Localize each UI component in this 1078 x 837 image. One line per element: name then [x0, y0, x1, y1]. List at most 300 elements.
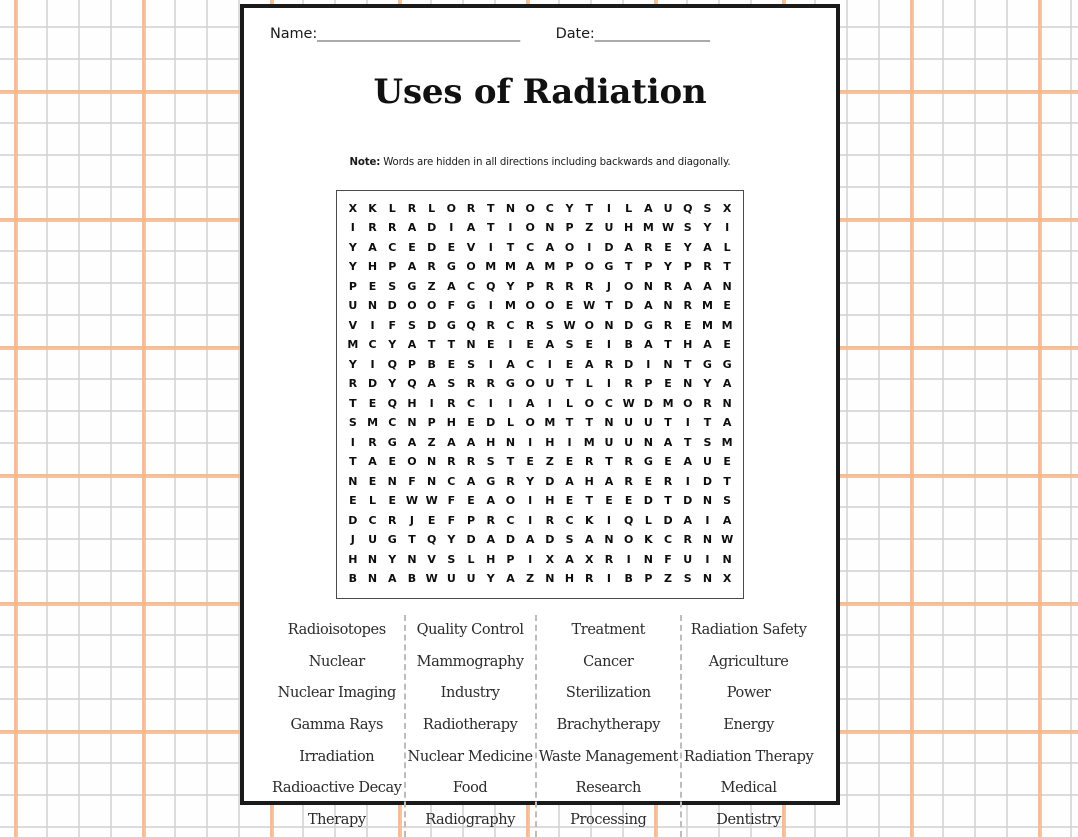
- grid-cell[interactable]: P: [506, 552, 515, 566]
- grid-cell[interactable]: W: [661, 221, 675, 235]
- grid-cell[interactable]: E: [565, 455, 574, 469]
- grid-cell[interactable]: I: [528, 513, 533, 527]
- grid-cell[interactable]: I: [606, 338, 611, 352]
- grid-cell[interactable]: A: [722, 416, 732, 430]
- word-search-grid[interactable]: [343, 199, 737, 589]
- grid-cell[interactable]: I: [350, 435, 355, 449]
- grid-cell[interactable]: R: [703, 396, 712, 410]
- grid-cell[interactable]: D: [387, 299, 397, 313]
- grid-cell[interactable]: A: [486, 533, 495, 547]
- grid-cell[interactable]: R: [447, 396, 456, 410]
- grid-cell[interactable]: A: [407, 338, 417, 352]
- grid-cell[interactable]: I: [606, 572, 611, 586]
- grid-cell[interactable]: T: [683, 357, 692, 371]
- grid-cell[interactable]: N: [407, 416, 417, 430]
- grid-cell[interactable]: M: [662, 396, 674, 410]
- grid-cell[interactable]: Y: [388, 377, 397, 391]
- grid-cell[interactable]: G: [446, 260, 456, 274]
- grid-cell[interactable]: Y: [664, 260, 673, 274]
- grid-cell[interactable]: R: [506, 474, 515, 488]
- grid-cell[interactable]: L: [625, 201, 633, 215]
- date-field[interactable]: [556, 26, 710, 42]
- grid-cell[interactable]: R: [525, 318, 535, 332]
- grid-cell[interactable]: T: [683, 435, 692, 449]
- grid-cell[interactable]: E: [605, 494, 613, 508]
- grid-cell[interactable]: P: [644, 260, 653, 274]
- grid-cell[interactable]: R: [368, 435, 377, 449]
- grid-cell[interactable]: O: [407, 455, 417, 469]
- grid-cell[interactable]: O: [525, 377, 535, 391]
- grid-cell[interactable]: E: [565, 357, 574, 371]
- grid-cell[interactable]: A: [466, 474, 476, 488]
- grid-cell[interactable]: I: [350, 221, 355, 235]
- grid-cell[interactable]: S: [565, 533, 574, 547]
- date-input-rule[interactable]: _________________: [594, 26, 710, 42]
- grid-cell[interactable]: N: [643, 279, 653, 293]
- grid-cell[interactable]: A: [703, 338, 712, 352]
- grid-cell[interactable]: D: [545, 533, 555, 547]
- grid-cell[interactable]: H: [446, 416, 456, 430]
- grid-cell[interactable]: N: [367, 572, 378, 586]
- grid-cell[interactable]: O: [525, 201, 535, 215]
- word-list-item[interactable]: Research: [575, 780, 641, 797]
- grid-cell[interactable]: G: [466, 299, 476, 313]
- name-input-rule[interactable]: ______________________________: [317, 26, 520, 42]
- grid-cell[interactable]: R: [663, 279, 673, 293]
- grid-cell[interactable]: D: [427, 221, 437, 235]
- grid-cell[interactable]: I: [705, 552, 710, 566]
- grid-cell[interactable]: P: [427, 416, 436, 430]
- grid-cell[interactable]: T: [486, 201, 495, 215]
- grid-cell[interactable]: X: [585, 552, 594, 566]
- grid-cell[interactable]: H: [683, 338, 693, 352]
- grid-cell[interactable]: M: [721, 435, 733, 449]
- grid-cell[interactable]: W: [563, 318, 576, 332]
- grid-cell[interactable]: O: [426, 299, 437, 313]
- grid-cell[interactable]: R: [683, 533, 692, 547]
- word-list-item[interactable]: Irradiation: [299, 748, 375, 765]
- grid-cell[interactable]: E: [526, 338, 534, 352]
- grid-cell[interactable]: I: [508, 338, 513, 352]
- grid-cell[interactable]: G: [407, 279, 417, 293]
- word-list-item[interactable]: Sterilization: [565, 685, 651, 702]
- grid-cell[interactable]: I: [508, 221, 513, 235]
- grid-cell[interactable]: N: [427, 474, 437, 488]
- grid-cell[interactable]: H: [545, 494, 555, 508]
- grid-cell[interactable]: D: [683, 494, 693, 508]
- grid-cell[interactable]: H: [624, 221, 634, 235]
- grid-cell[interactable]: Z: [526, 572, 535, 586]
- grid-cell[interactable]: Y: [703, 377, 712, 391]
- grid-cell[interactable]: Y: [506, 279, 515, 293]
- grid-cell[interactable]: I: [567, 435, 572, 449]
- grid-cell[interactable]: G: [604, 260, 614, 274]
- grid-cell[interactable]: P: [388, 260, 397, 274]
- grid-cell[interactable]: V: [466, 240, 476, 254]
- grid-cell[interactable]: T: [447, 338, 456, 352]
- grid-cell[interactable]: R: [407, 201, 417, 215]
- grid-cell[interactable]: E: [723, 338, 731, 352]
- grid-cell[interactable]: R: [624, 474, 633, 488]
- grid-cell[interactable]: U: [368, 533, 377, 547]
- grid-cell[interactable]: I: [528, 435, 533, 449]
- grid-cell[interactable]: O: [407, 299, 417, 313]
- grid-cell[interactable]: A: [407, 221, 417, 235]
- grid-cell[interactable]: E: [486, 338, 495, 352]
- word-list-item[interactable]: Power: [726, 685, 771, 702]
- grid-cell[interactable]: Q: [426, 533, 437, 547]
- grid-cell[interactable]: D: [702, 474, 713, 488]
- grid-cell[interactable]: G: [486, 474, 496, 488]
- grid-cell[interactable]: A: [604, 474, 614, 488]
- grid-cell[interactable]: U: [604, 221, 614, 235]
- grid-cell[interactable]: K: [368, 201, 377, 215]
- grid-cell[interactable]: R: [663, 474, 673, 488]
- grid-cell[interactable]: Y: [447, 533, 456, 547]
- grid-cell[interactable]: N: [427, 455, 437, 469]
- grid-cell[interactable]: N: [367, 552, 378, 566]
- word-list-item[interactable]: Energy: [723, 717, 774, 734]
- grid-cell[interactable]: E: [368, 474, 377, 488]
- grid-cell[interactable]: A: [644, 201, 653, 215]
- grid-cell[interactable]: O: [505, 494, 516, 508]
- grid-cell[interactable]: O: [564, 240, 575, 254]
- grid-cell[interactable]: S: [388, 279, 397, 293]
- grid-cell[interactable]: E: [447, 240, 456, 254]
- grid-cell[interactable]: C: [506, 513, 515, 527]
- grid-cell[interactable]: A: [466, 221, 476, 235]
- grid-cell[interactable]: T: [723, 474, 731, 488]
- grid-cell[interactable]: A: [722, 377, 732, 391]
- grid-cell[interactable]: I: [528, 494, 533, 508]
- grid-cell[interactable]: T: [664, 494, 672, 508]
- grid-cell[interactable]: Q: [683, 201, 693, 215]
- grid-cell[interactable]: P: [644, 377, 653, 391]
- grid-cell[interactable]: C: [467, 279, 476, 293]
- grid-cell[interactable]: T: [349, 455, 357, 469]
- grid-cell[interactable]: R: [348, 377, 358, 391]
- grid-cell[interactable]: R: [466, 201, 476, 215]
- grid-cell[interactable]: Z: [545, 455, 554, 469]
- grid-cell[interactable]: G: [387, 533, 397, 547]
- grid-cell[interactable]: X: [545, 552, 555, 566]
- grid-cell[interactable]: I: [488, 396, 493, 410]
- grid-cell[interactable]: C: [545, 201, 554, 215]
- grid-cell[interactable]: B: [624, 338, 633, 352]
- grid-cell[interactable]: I: [606, 377, 611, 391]
- grid-cell[interactable]: N: [367, 299, 378, 313]
- word-list-item[interactable]: Processing: [570, 812, 647, 829]
- grid-cell[interactable]: N: [604, 416, 614, 430]
- word-list-item[interactable]: Radioisotopes: [287, 621, 386, 638]
- grid-cell[interactable]: F: [447, 299, 456, 313]
- grid-cell[interactable]: M: [504, 299, 516, 313]
- grid-cell[interactable]: I: [725, 221, 730, 235]
- grid-cell[interactable]: L: [566, 396, 574, 410]
- grid-cell[interactable]: R: [368, 221, 377, 235]
- grid-cell[interactable]: D: [643, 494, 653, 508]
- grid-cell[interactable]: S: [683, 221, 692, 235]
- word-list-item[interactable]: Food: [452, 780, 488, 797]
- name-field[interactable]: [270, 26, 520, 42]
- grid-cell[interactable]: E: [368, 396, 377, 410]
- grid-cell[interactable]: R: [545, 279, 555, 293]
- grid-cell[interactable]: O: [683, 396, 693, 410]
- grid-cell[interactable]: T: [624, 260, 633, 274]
- grid-cell[interactable]: A: [624, 240, 633, 254]
- grid-cell[interactable]: C: [447, 474, 456, 488]
- grid-cell[interactable]: R: [624, 455, 633, 469]
- grid-cell[interactable]: O: [584, 396, 594, 410]
- grid-cell[interactable]: U: [624, 416, 634, 430]
- grid-cell[interactable]: E: [368, 279, 377, 293]
- grid-cell[interactable]: M: [701, 299, 713, 313]
- grid-cell[interactable]: R: [466, 377, 476, 391]
- grid-cell[interactable]: E: [408, 240, 416, 254]
- grid-cell[interactable]: A: [368, 455, 377, 469]
- grid-cell[interactable]: H: [584, 474, 594, 488]
- grid-cell[interactable]: I: [429, 396, 434, 410]
- grid-cell[interactable]: U: [683, 552, 693, 566]
- grid-cell[interactable]: T: [664, 338, 672, 352]
- grid-cell[interactable]: Y: [388, 338, 397, 352]
- grid-cell[interactable]: A: [466, 435, 476, 449]
- grid-cell[interactable]: A: [565, 474, 574, 488]
- grid-cell[interactable]: A: [703, 279, 712, 293]
- grid-cell[interactable]: S: [407, 318, 416, 332]
- grid-cell[interactable]: C: [526, 240, 535, 254]
- grid-cell[interactable]: J: [606, 279, 611, 293]
- grid-cell[interactable]: Y: [388, 552, 397, 566]
- grid-cell[interactable]: J: [350, 533, 355, 547]
- grid-cell[interactable]: X: [722, 201, 732, 215]
- grid-cell[interactable]: N: [604, 533, 614, 547]
- grid-cell[interactable]: C: [368, 338, 377, 352]
- grid-cell[interactable]: T: [486, 221, 495, 235]
- grid-cell[interactable]: L: [388, 201, 396, 215]
- grid-cell[interactable]: V: [348, 318, 358, 332]
- grid-cell[interactable]: L: [585, 377, 593, 391]
- grid-cell[interactable]: E: [447, 357, 456, 371]
- grid-cell[interactable]: D: [486, 416, 496, 430]
- grid-cell[interactable]: E: [565, 299, 574, 313]
- grid-cell[interactable]: E: [664, 455, 672, 469]
- grid-cell[interactable]: Q: [486, 279, 496, 293]
- grid-cell[interactable]: U: [643, 416, 653, 430]
- grid-cell[interactable]: A: [368, 240, 377, 254]
- grid-cell[interactable]: E: [723, 299, 731, 313]
- grid-cell[interactable]: T: [565, 377, 574, 391]
- grid-cell[interactable]: A: [447, 435, 456, 449]
- grid-cell[interactable]: U: [624, 435, 634, 449]
- grid-cell[interactable]: A: [663, 435, 673, 449]
- grid-cell[interactable]: R: [585, 572, 594, 586]
- grid-cell[interactable]: N: [663, 299, 673, 313]
- grid-cell[interactable]: I: [646, 357, 651, 371]
- grid-cell[interactable]: G: [643, 455, 653, 469]
- grid-cell[interactable]: V: [427, 552, 436, 566]
- grid-cell[interactable]: O: [525, 299, 535, 313]
- grid-cell[interactable]: D: [348, 513, 358, 527]
- grid-cell[interactable]: A: [525, 533, 535, 547]
- grid-cell[interactable]: D: [505, 533, 516, 547]
- grid-cell[interactable]: S: [703, 435, 712, 449]
- grid-cell[interactable]: A: [427, 377, 436, 391]
- word-list-item[interactable]: Mammography: [416, 653, 524, 670]
- grid-cell[interactable]: U: [466, 572, 476, 586]
- grid-cell[interactable]: I: [370, 357, 375, 371]
- grid-cell[interactable]: M: [544, 260, 556, 274]
- word-list-item[interactable]: Nuclear Imaging: [277, 685, 396, 702]
- grid-cell[interactable]: A: [506, 572, 515, 586]
- grid-cell[interactable]: L: [428, 201, 436, 215]
- grid-cell[interactable]: R: [486, 318, 495, 332]
- grid-cell[interactable]: A: [407, 260, 417, 274]
- grid-cell[interactable]: Q: [387, 357, 397, 371]
- grid-cell[interactable]: T: [585, 494, 593, 508]
- grid-cell[interactable]: N: [702, 533, 713, 547]
- grid-cell[interactable]: W: [405, 494, 419, 508]
- grid-cell[interactable]: E: [388, 494, 396, 508]
- grid-cell[interactable]: Q: [387, 396, 397, 410]
- grid-cell[interactable]: B: [427, 357, 436, 371]
- grid-cell[interactable]: M: [485, 260, 497, 274]
- grid-cell[interactable]: W: [622, 396, 635, 410]
- grid-cell[interactable]: R: [663, 318, 673, 332]
- word-list-item[interactable]: Quality Control: [416, 621, 524, 638]
- grid-cell[interactable]: T: [703, 416, 712, 430]
- grid-cell[interactable]: D: [663, 513, 673, 527]
- word-list-item[interactable]: Nuclear: [308, 653, 365, 670]
- grid-cell[interactable]: N: [663, 357, 673, 371]
- grid-cell[interactable]: C: [388, 240, 397, 254]
- word-list-item[interactable]: Nuclear Medicine: [407, 748, 533, 765]
- grid-cell[interactable]: S: [703, 201, 712, 215]
- word-list-item[interactable]: Radiotherapy: [422, 717, 518, 734]
- grid-cell[interactable]: S: [486, 455, 495, 469]
- grid-cell[interactable]: S: [723, 494, 732, 508]
- grid-cell[interactable]: A: [584, 357, 594, 371]
- grid-cell[interactable]: P: [526, 279, 535, 293]
- grid-cell[interactable]: I: [547, 396, 552, 410]
- grid-cell[interactable]: L: [467, 552, 475, 566]
- grid-cell[interactable]: A: [644, 299, 653, 313]
- grid-cell[interactable]: T: [506, 455, 515, 469]
- grid-cell[interactable]: T: [723, 260, 731, 274]
- grid-cell[interactable]: W: [425, 572, 438, 586]
- grid-cell[interactable]: R: [604, 552, 614, 566]
- grid-cell[interactable]: E: [388, 455, 396, 469]
- grid-cell[interactable]: T: [585, 416, 593, 430]
- grid-cell[interactable]: E: [467, 416, 475, 430]
- grid-cell[interactable]: A: [525, 396, 535, 410]
- grid-cell[interactable]: R: [545, 513, 555, 527]
- grid-cell[interactable]: T: [565, 416, 574, 430]
- grid-cell[interactable]: Y: [565, 201, 574, 215]
- grid-cell[interactable]: N: [604, 318, 614, 332]
- grid-cell[interactable]: Y: [348, 357, 357, 371]
- word-list-item[interactable]: Waste Management: [538, 748, 678, 765]
- grid-cell[interactable]: O: [584, 260, 594, 274]
- grid-cell[interactable]: Q: [407, 377, 417, 391]
- grid-cell[interactable]: D: [367, 377, 378, 391]
- grid-cell[interactable]: R: [624, 377, 633, 391]
- grid-cell[interactable]: Y: [526, 474, 535, 488]
- grid-cell[interactable]: D: [624, 357, 634, 371]
- word-list-item[interactable]: Radiation Safety: [690, 621, 807, 638]
- grid-cell[interactable]: A: [545, 338, 555, 352]
- grid-cell[interactable]: T: [349, 396, 357, 410]
- grid-cell[interactable]: G: [643, 318, 653, 332]
- grid-cell[interactable]: R: [427, 260, 436, 274]
- grid-cell[interactable]: W: [425, 494, 438, 508]
- grid-cell[interactable]: N: [722, 279, 732, 293]
- grid-cell[interactable]: N: [505, 435, 516, 449]
- grid-cell[interactable]: A: [683, 455, 692, 469]
- grid-cell[interactable]: J: [409, 513, 414, 527]
- grid-cell[interactable]: M: [583, 435, 595, 449]
- grid-cell[interactable]: N: [545, 221, 555, 235]
- grid-cell[interactable]: A: [644, 338, 653, 352]
- grid-cell[interactable]: H: [367, 260, 378, 274]
- grid-cell[interactable]: S: [447, 552, 456, 566]
- grid-cell[interactable]: G: [722, 357, 732, 371]
- grid-cell[interactable]: Q: [466, 318, 476, 332]
- grid-cell[interactable]: F: [408, 474, 416, 488]
- grid-cell[interactable]: T: [605, 299, 613, 313]
- grid-cell[interactable]: C: [368, 513, 377, 527]
- grid-cell[interactable]: B: [407, 572, 417, 586]
- grid-cell[interactable]: S: [545, 318, 554, 332]
- grid-cell[interactable]: C: [467, 396, 476, 410]
- grid-cell[interactable]: C: [526, 357, 535, 371]
- grid-cell[interactable]: S: [467, 357, 475, 371]
- grid-cell[interactable]: Y: [703, 221, 712, 235]
- grid-cell[interactable]: E: [467, 494, 475, 508]
- grid-cell[interactable]: G: [446, 318, 456, 332]
- grid-cell[interactable]: S: [683, 572, 692, 586]
- grid-cell[interactable]: A: [506, 357, 515, 371]
- grid-cell[interactable]: M: [347, 338, 359, 352]
- grid-cell[interactable]: F: [388, 318, 396, 332]
- grid-cell[interactable]: I: [488, 240, 493, 254]
- grid-cell[interactable]: C: [506, 318, 515, 332]
- grid-cell[interactable]: O: [623, 279, 634, 293]
- grid-cell[interactable]: T: [506, 240, 515, 254]
- grid-cell[interactable]: I: [587, 240, 592, 254]
- grid-cell[interactable]: A: [683, 513, 692, 527]
- grid-cell[interactable]: A: [447, 279, 456, 293]
- grid-cell[interactable]: O: [446, 201, 457, 215]
- grid-cell[interactable]: N: [505, 201, 516, 215]
- grid-cell[interactable]: T: [605, 455, 613, 469]
- grid-cell[interactable]: O: [545, 299, 555, 313]
- grid-cell[interactable]: Y: [683, 240, 692, 254]
- grid-cell[interactable]: L: [369, 494, 377, 508]
- grid-cell[interactable]: E: [349, 494, 357, 508]
- grid-cell[interactable]: I: [449, 221, 454, 235]
- grid-cell[interactable]: F: [447, 494, 456, 508]
- grid-cell[interactable]: I: [685, 416, 690, 430]
- grid-cell[interactable]: C: [565, 513, 574, 527]
- grid-cell[interactable]: N: [683, 377, 693, 391]
- grid-cell[interactable]: P: [565, 221, 574, 235]
- grid-cell[interactable]: O: [525, 221, 535, 235]
- grid-cell[interactable]: I: [488, 299, 493, 313]
- grid-cell[interactable]: M: [504, 260, 516, 274]
- grid-cell[interactable]: E: [644, 474, 653, 488]
- grid-cell[interactable]: U: [446, 572, 456, 586]
